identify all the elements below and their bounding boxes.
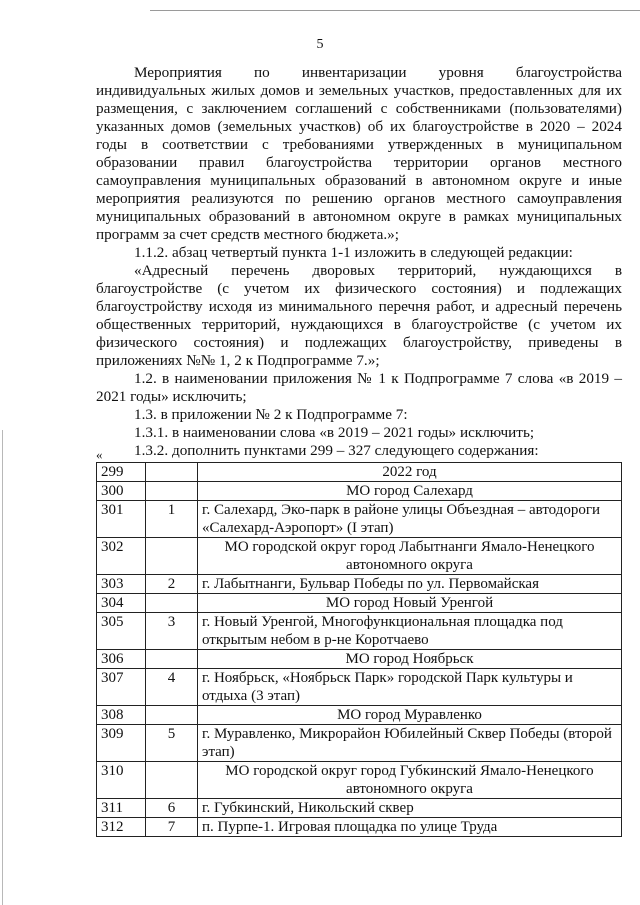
table-row (97, 482, 622, 501)
row-subnumber-cell: 5 (146, 725, 198, 762)
row-text-cell: п. Пурпе-1. Игровая площадка по улице Труда (198, 818, 622, 837)
table-row (97, 725, 622, 762)
row-number-cell: 302 (97, 538, 146, 575)
row-number-cell: 311 (97, 799, 146, 818)
row-number-cell: 301 (97, 501, 146, 538)
paragraph: 1.3.2. дополнить пунктами 299 – 327 следующего содержания: (134, 442, 539, 459)
table-body (97, 463, 622, 837)
row-subnumber-cell (146, 762, 198, 799)
paragraph: 1.3. в приложении № 2 к Подпрограмме 7: (134, 406, 408, 423)
paragraph: 1.2. в наименовании приложения № 1 к Подпрограмме 7 слова «в 2019 – 2021 годы» исключить; (96, 370, 622, 405)
row-text-cell: МО город Салехард (198, 482, 622, 501)
row-subnumber-cell (146, 463, 198, 482)
paragraph: 1.1.2. абзац четвертый пункта 1-1 изложить в следующей редакции: (134, 244, 573, 261)
row-subnumber-cell: 1 (146, 501, 198, 538)
scan-edge-top (150, 10, 640, 11)
table-row (97, 501, 622, 538)
paragraph: «Адресный перечень дворовых территорий, нуждающихся в благоустройстве (с учетом их физического состояния) и подлежащих благоустройству исходя из минимального перечня работ, и адресный перечень общественных территорий, нуждающихся в благоустройстве (с учетом их физического состояния) и подлежащих благоустройству, приведены в приложениях №№ 1, 2 к Подпрограмме 7.»; (96, 262, 622, 369)
scan-edge-left (2, 430, 3, 905)
row-text-cell: 2022 год (198, 463, 622, 482)
row-text-cell: МО город Новый Уренгой (198, 594, 622, 613)
row-number-cell: 304 (97, 594, 146, 613)
page-number: 5 (316, 37, 324, 52)
paragraph: 1.3.1. в наименовании слова «в 2019 – 2021 годы» исключить; (134, 424, 535, 441)
row-subnumber-cell: 3 (146, 613, 198, 650)
row-text-cell: МО город Ноябрьск (198, 650, 622, 669)
row-subnumber-cell: 6 (146, 799, 198, 818)
row-number-cell: 300 (97, 482, 146, 501)
row-text-cell: МО город Муравленко (198, 706, 622, 725)
body-text (96, 64, 622, 460)
table-row (97, 762, 622, 799)
row-number-cell: 307 (97, 669, 146, 706)
quote-open-mark: « (96, 447, 103, 462)
row-number-cell: 306 (97, 650, 146, 669)
row-subnumber-cell (146, 482, 198, 501)
table-row (97, 594, 622, 613)
table-row (97, 818, 622, 837)
table-row (97, 613, 622, 650)
row-subnumber-cell: 4 (146, 669, 198, 706)
row-subnumber-cell (146, 594, 198, 613)
table-row (97, 799, 622, 818)
row-number-cell: 299 (97, 463, 146, 482)
row-number-cell: 305 (97, 613, 146, 650)
row-subnumber-cell: 2 (146, 575, 198, 594)
row-text-cell: г. Лабытнанги, Бульвар Победы по ул. Первомайская (198, 575, 622, 594)
table-row (97, 650, 622, 669)
row-text-cell: г. Губкинский, Никольский сквер (198, 799, 622, 818)
row-number-cell: 312 (97, 818, 146, 837)
row-text-cell: МО городской округ город Лабытнанги Ямало-Ненецкого автономного округа (198, 538, 622, 575)
row-text-cell: МО городской округ город Губкинский Ямало-Ненецкого автономного округа (198, 762, 622, 799)
table-row (97, 575, 622, 594)
row-number-cell: 310 (97, 762, 146, 799)
paragraph: Мероприятия по инвентаризации уровня благоустройства индивидуальных жилых домов и земельных участков, предоставленных для их размещения, с заключением соглашений с собственниками (пользователями) указанных домов (земельных участков) об их благоустройстве в 2020 – 2024 годы в соответствии с требованиями утвержденных в муниципальном образовании правил благоустройства территории органов местного самоуправления муниципальных образований в автономном округе и иные мероприятия реализуются по решению органов местного самоуправления муниципальных образований в автономном округе в рамках муниципальных программ за счет средств местного бюджета.»; (96, 64, 622, 243)
projects-table (96, 462, 622, 837)
row-number-cell: 309 (97, 725, 146, 762)
row-number-cell: 303 (97, 575, 146, 594)
table-row (97, 463, 622, 482)
table-row (97, 706, 622, 725)
row-text-cell: г. Ноябрьск, «Ноябрьск Парк» городской Парк культуры и отдыха (3 этап) (198, 669, 622, 706)
row-text-cell: г. Муравленко, Микрорайон Юбилейный Сквер Победы (второй этап) (198, 725, 622, 762)
table-row (97, 538, 622, 575)
row-subnumber-cell (146, 538, 198, 575)
row-text-cell: г. Новый Уренгой, Многофункциональная площадка под открытым небом в р-не Коротчаево (198, 613, 622, 650)
row-subnumber-cell: 7 (146, 818, 198, 837)
row-subnumber-cell (146, 706, 198, 725)
row-number-cell: 308 (97, 706, 146, 725)
table-row (97, 669, 622, 706)
row-subnumber-cell (146, 650, 198, 669)
row-text-cell: г. Салехард, Эко-парк в районе улицы Объездная – автодороги «Салехард-Аэропорт» (I этап) (198, 501, 622, 538)
